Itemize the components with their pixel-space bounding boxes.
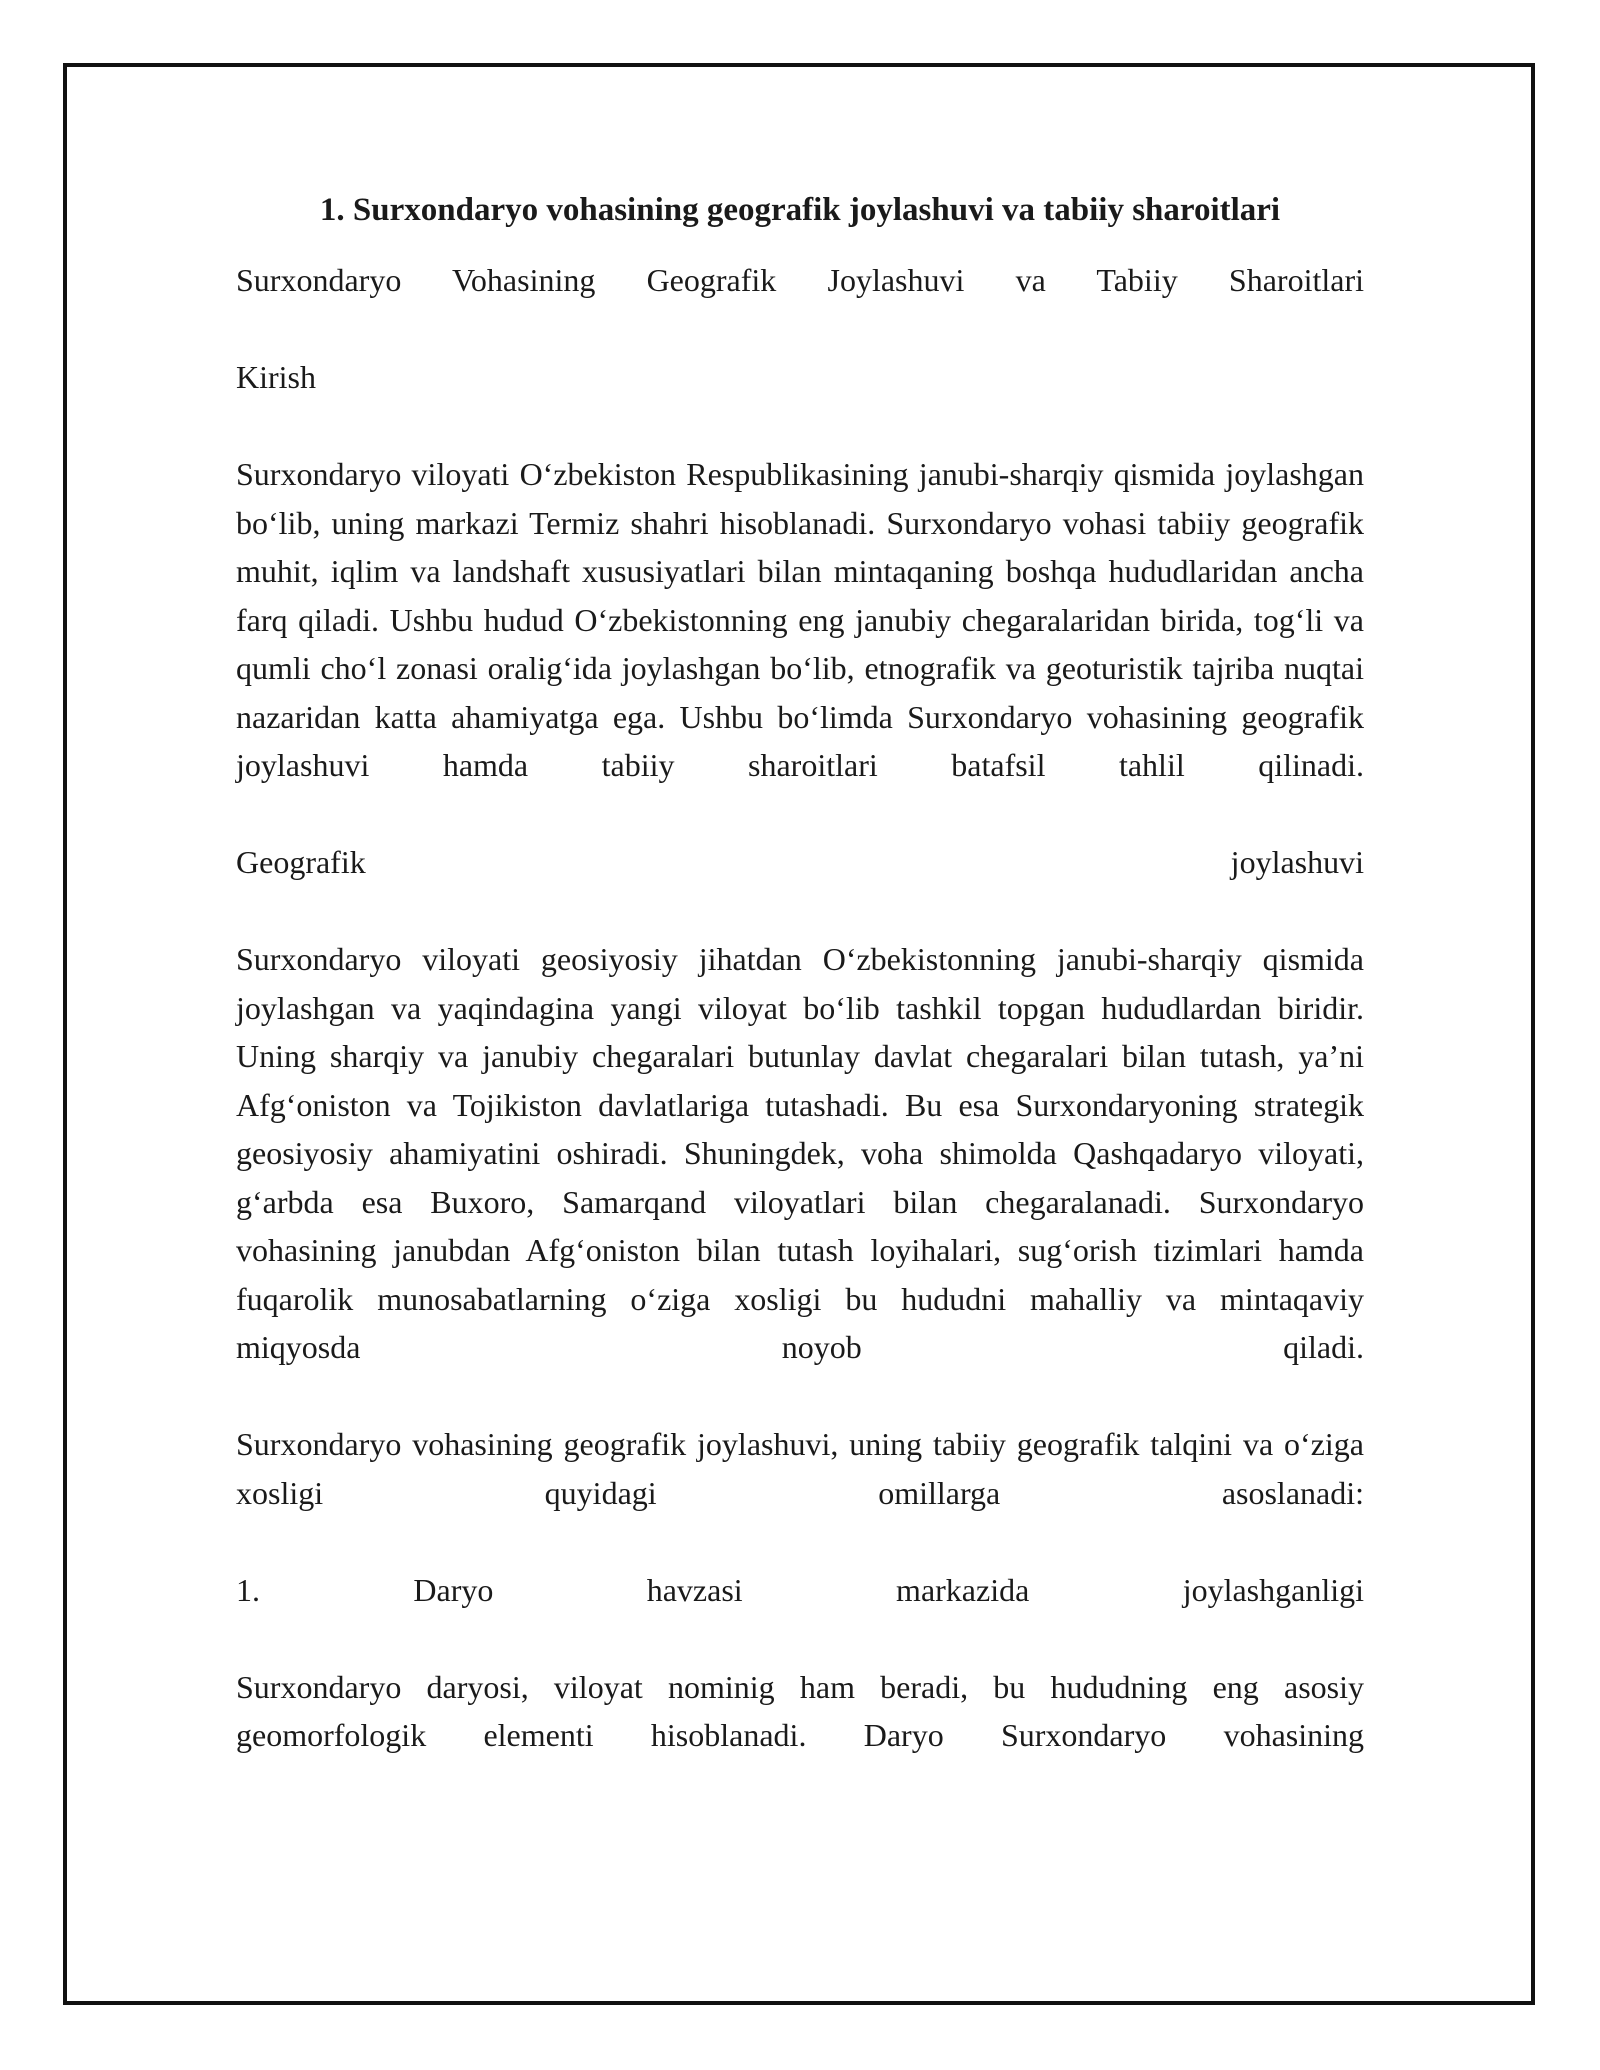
paragraph-gap — [236, 1372, 1364, 1421]
document-body — [236, 186, 1364, 1760]
document-title: 1. Surxondaryo vohasining geografik joylashuvi va tabiiy sharoitlari — [319, 192, 1281, 228]
intro-paragraph: Surxondaryo viloyati O‘zbekiston Respublikasining janubi-sharqiy qismida joylashgan bo‘lib, uning markazi Termiz shahri hisoblanadi. Surxondaryo vohasi tabiiy geografik muhit, iqlim va landshaft xususiyatlari bilan mintaqaning boshqa hududlaridan ancha farq qiladi. Ushbu hudud O‘zbekistonning eng janubiy chegaralaridan birida, tog‘li va qumli cho‘l zonasi oralig‘ida joylashgan bo‘lib, etnografik va geoturistik tajriba nuqtai nazaridan katta ahamiyatga ega. Ushbu bo‘limda Surxondaryo vohasining geografik joylashuvi hamda tabiiy sharoitlari batafsil tahlil qilinadi. — [236, 456, 1364, 783]
paragraph-gap — [236, 887, 1364, 936]
list-item-1: 1. Daryo havzasi markazida joylashganligi — [236, 1571, 1364, 1608]
factors-intro-paragraph: Surxondaryo vohasining geografik joylashuvi, uning tabiiy geografik talqini va o‘ziga xosligi quyidagi omillarga asoslanadi: — [236, 1426, 1364, 1511]
river-paragraph: Surxondaryo daryosi, viloyat nominig ham beradi, bu hududning eng asosiy geomorfologik elementi hisoblanadi. Daryo Surxondaryo vohasining — [236, 1668, 1364, 1753]
subtitle-paragraph: Surxondaryo Vohasining Geografik Joylashuvi va Tabiiy Sharoitlari — [236, 262, 1364, 298]
paragraph-gap — [236, 402, 1364, 451]
paragraph-gap — [236, 1614, 1364, 1663]
paragraph-gap — [236, 790, 1364, 839]
heading-geografik-joylashuvi: Geografik joylashuvi — [236, 844, 1364, 880]
paragraph-gap — [236, 305, 1364, 354]
heading-kirish: Kirish — [236, 359, 316, 395]
geography-paragraph: Surxondaryo viloyati geosiyosiy jihatdan O‘zbekistonning janubi-sharqiy qismida joylashgan va yaqindagina yangi viloyat bo‘lib tashkil topgan hududlardan biridir. Uning sharqiy va janubiy chegaralari butunlay davlat chegaralari bilan tutash, ya’ni Afg‘oniston va Tojikiston davlatlariga tutashadi. Bu esa Surxondaryoning strategik geosiyosiy ahamiyatini oshiradi. Shuningdek, voha shimolda Qashqadaryo viloyati, g‘arbda esa Buxoro, Samarqand viloyatlari bilan chegaralanadi. Surxondaryo vohasining janubdan Afg‘oniston bilan tutash loyihalari, sug‘orish tizimlari hamda fuqarolik munosabatlarning o‘ziga xosligi bu hududni mahalliy va mintaqaviy miqyosda noyob qiladi. — [236, 941, 1364, 1365]
paragraph-gap — [236, 1517, 1364, 1566]
